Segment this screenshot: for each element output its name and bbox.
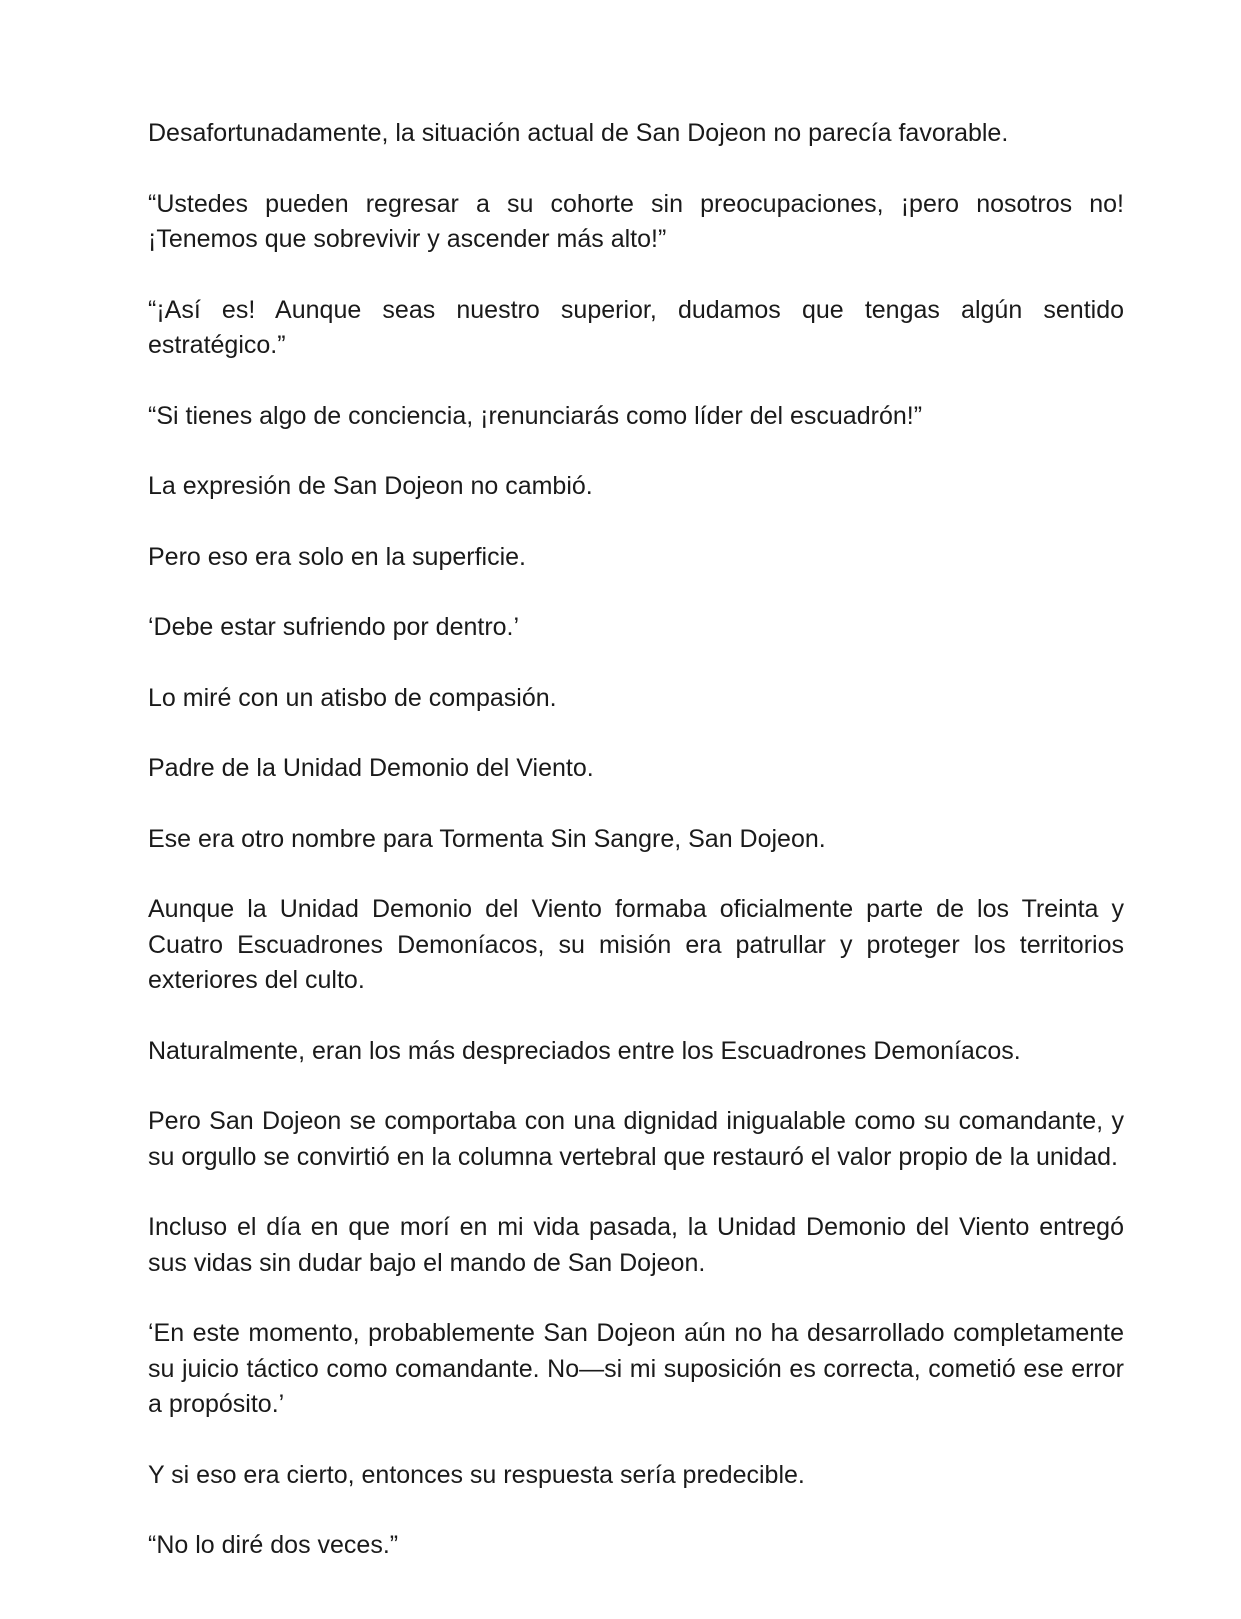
paragraph: ‘En este momento, probablemente San Dojeon aún no ha desarrollado completamente su juicio táctico como comandante. No—si mi suposición es correcta, cometió ese error a propósito.’	[148, 1319, 1124, 1418]
document-body	[148, 116, 1124, 1564]
paragraph: Lo miré con un atisbo de compasión.	[148, 683, 557, 712]
paragraph: “¡Así es! Aunque seas nuestro superior, dudamos que tengas algún sentido estratégico.”	[148, 295, 1124, 359]
paragraph: Incluso el día en que morí en mi vida pasada, la Unidad Demonio del Viento entregó sus vidas sin dudar bajo el mando de San Dojeon.	[148, 1213, 1124, 1277]
paragraph: Padre de la Unidad Demonio del Viento.	[148, 754, 594, 782]
paragraph: ‘Debe estar sufriendo por dentro.’	[148, 613, 520, 641]
paragraph: Pero eso era solo en la superficie.	[148, 542, 526, 571]
paragraph: “Ustedes pueden regresar a su cohorte sin preocupaciones, ¡pero nosotros no! ¡Tenemos que sobrevivir y ascender más alto!”	[148, 189, 1124, 253]
paragraph: “Si tienes algo de conciencia, ¡renunciarás como líder del escuadrón!”	[148, 401, 923, 430]
paragraph: Y si eso era cierto, entonces su respuesta sería predecible.	[148, 1460, 805, 1489]
paragraph: Naturalmente, eran los más despreciados entre los Escuadrones Demoníacos.	[148, 1036, 1021, 1065]
paragraph: “No lo diré dos veces.”	[148, 1531, 399, 1559]
paragraph: La expresión de San Dojeon no cambió.	[148, 472, 593, 500]
paragraph: Ese era otro nombre para Tormenta Sin Sangre, San Dojeon.	[148, 824, 826, 853]
paragraph: Pero San Dojeon se comportaba con una dignidad inigualable como su comandante, y su orgullo se convirtió en la columna vertebral que restauró el valor propio de la unidad.	[148, 1107, 1124, 1171]
paragraph: Desafortunadamente, la situación actual de San Dojeon no parecía favorable.	[148, 119, 1009, 147]
paragraph: Aunque la Unidad Demonio del Viento formaba oficialmente parte de los Treinta y Cuatro Escuadrones Demoníacos, su misión era patrullar y proteger los territorios exteriores del culto.	[148, 895, 1124, 994]
